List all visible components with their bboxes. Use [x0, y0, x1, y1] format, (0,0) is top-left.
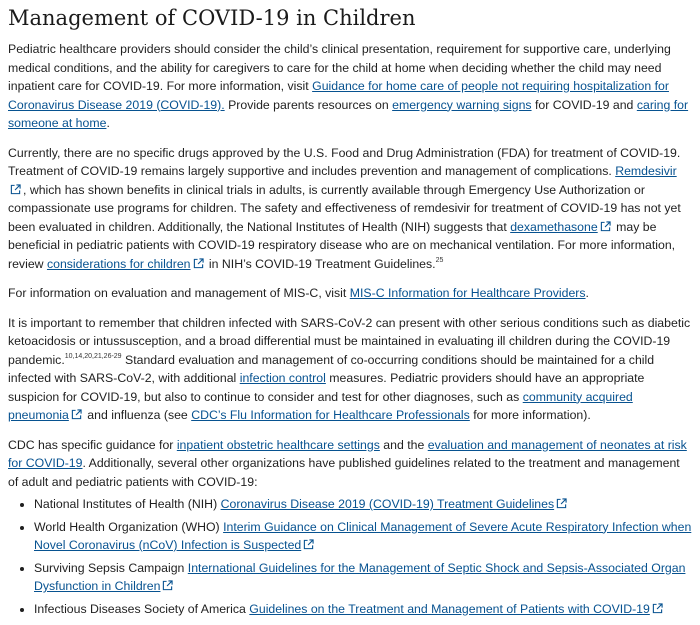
sepsis-guidelines-link[interactable]: International Guidelines for the Management of Septic Shock and Sepsis-Associated Organ Dysfunction in Children: [34, 560, 686, 593]
text: , which has shown benefits in clinical trials in adults, is currently available through Emergency Use Authorization or compassionate use programs for children. The safety and effectiveness of remdesivir for treatment of COVID-19 has not yet been evaluated in children. Additionally, the National Institutes of Health (NIH) suggests that: [8, 182, 681, 234]
citation: 25: [435, 256, 444, 264]
paragraph-care-setting: [8, 40, 692, 133]
text: Currently, there are no specific drugs approved by the U.S. Food and Drug Administration (FDA) for treatment of COVID-19. Treatment of COVID-19 remains largely supportive and includes prevention and management of complications.: [8, 145, 681, 178]
idsa-guidelines-link[interactable]: Guidelines on the Treatment and Management of Patients with COVID-19: [249, 601, 650, 616]
text: measures. Pediatric providers should have an appropriate suspicion for COVID-19, but also to continue to consider and test for other diagnoses, such as: [8, 371, 645, 404]
list-item: [34, 559, 692, 596]
org-name: Surviving Sepsis Campaign: [34, 560, 188, 575]
text: Pediatric healthcare providers should consider the child’s clinical presentation, requirement for supportive care, underlying medical conditions, and the ability for caregivers to care for the child at home when deciding whether the child may need inpatient care for COVID-19. For more information, visit: [8, 42, 671, 93]
text: It is important to remember that children infected with SARS-CoV-2 can present with other serious conditions such as diabetic ketoacidosis or intussusception, and a broad differential must be maintained in evaluating ill children during the COVID-19 pandemic.: [8, 315, 691, 367]
inpatient-obstetric-link[interactable]: inpatient obstetric healthcare settings: [176, 437, 380, 452]
paragraph-differential: [8, 314, 692, 425]
external-link-icon[interactable]: [600, 221, 611, 232]
org-name: National Institutes of Health (NIH): [34, 497, 221, 511]
community-acquired-pneumonia-link[interactable]: community acquired pneumonia: [8, 389, 633, 422]
considerations-for-children-link[interactable]: considerations for children: [46, 256, 191, 271]
caring-for-someone-link[interactable]: caring for someone at home: [8, 97, 689, 130]
mis-c-info-link[interactable]: MIS-C Information for Healthcare Providers: [349, 286, 586, 300]
external-link-icon[interactable]: [10, 184, 21, 195]
list-item: [34, 600, 692, 619]
text: .: [106, 116, 110, 130]
citation: 10,14,20,21,26-29: [64, 352, 122, 360]
cdc-flu-info-link[interactable]: CDC’s Flu Information for Healthcare Professionals: [191, 408, 470, 422]
text: for COVID-19 and: [531, 97, 637, 112]
emergency-warning-signs-link[interactable]: emergency warning signs: [392, 97, 532, 112]
remdesivir-link[interactable]: Remdesivir: [615, 164, 677, 178]
paragraph-treatment: [8, 144, 692, 274]
infection-control-link[interactable]: infection control: [239, 371, 326, 385]
paragraph-guidance: [8, 436, 692, 492]
external-link-icon[interactable]: [303, 539, 314, 550]
text: for more information).: [469, 408, 591, 422]
external-link-icon[interactable]: [162, 580, 173, 591]
external-link-icon[interactable]: [71, 409, 82, 420]
text: in NIH’s COVID-19 Treatment Guidelines.: [205, 256, 436, 271]
home-care-guidance-link[interactable]: Guidance for home care of people not requiring hospitalization for Coronavirus Disease 2019 (COVID-19).: [8, 79, 669, 112]
who-guidance-link[interactable]: Interim Guidance on Clinical Management of Severe Acute Respiratory Infection when Novel Coronavirus (nCoV) Infection is Suspected: [34, 519, 692, 552]
external-link-icon[interactable]: [652, 603, 663, 614]
text: and influenza (see: [83, 408, 192, 422]
text: .: [585, 286, 589, 300]
org-name: Infectious Diseases Society of America: [34, 601, 250, 616]
external-link-icon[interactable]: [193, 258, 204, 269]
text: . Additionally, several other organizations have published guidelines related to the treatment and management of adult and pediatric patients with COVID-19:: [8, 456, 680, 489]
text: and the: [379, 437, 428, 452]
text: may be beneficial in pediatric patients with COVID-19 respiratory disease who are on mechanical ventilation. For more information, review: [8, 219, 676, 271]
text: Provide parents resources on: [224, 97, 393, 112]
text: For information on evaluation and management of MIS-C, visit: [8, 286, 350, 300]
neonates-evaluation-link[interactable]: evaluation and management of neonates at risk for COVID-19: [8, 437, 687, 470]
external-link-icon[interactable]: [556, 498, 567, 509]
dexamethasone-link[interactable]: dexamethasone: [510, 219, 598, 234]
list-item: [34, 518, 692, 555]
guidelines-list: [8, 495, 692, 618]
text: Standard evaluation and management of co-occurring conditions should be maintained for a child infected with SARS-CoV-2, with additional: [8, 352, 655, 385]
page-title: Management of COVID-19 in Children: [8, 6, 416, 30]
org-name: World Health Organization (WHO): [34, 519, 224, 534]
list-item: [34, 495, 692, 514]
text: CDC has specific guidance for: [8, 437, 177, 452]
paragraph-misc: [8, 284, 692, 303]
nih-guidelines-link[interactable]: Coronavirus Disease 2019 (COVID-19) Treatment Guidelines: [220, 497, 555, 511]
